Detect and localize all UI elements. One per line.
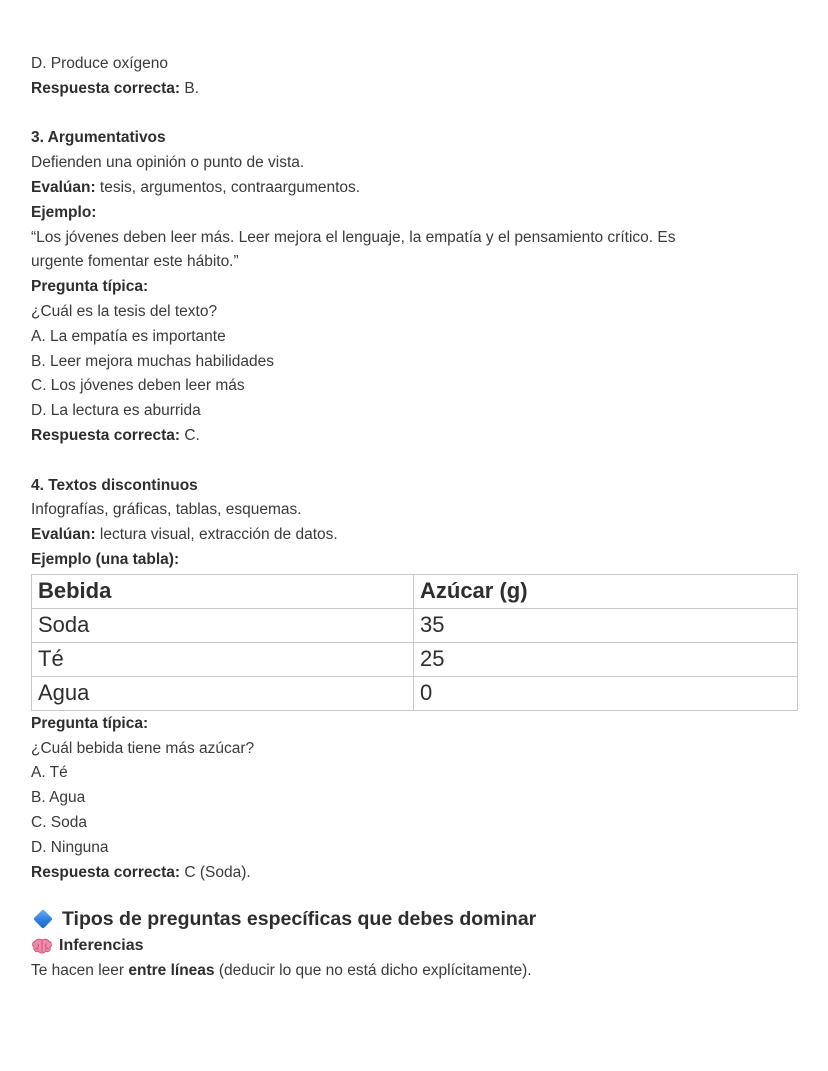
table-cell: 25 (414, 642, 798, 676)
answer-value: C (Soda). (180, 863, 251, 881)
blue-diamond-icon (33, 909, 53, 929)
spacer (31, 102, 801, 127)
evaluate-label: Evalúan: (31, 178, 96, 196)
example-table-label: Ejemplo (una tabla): (31, 550, 180, 568)
evaluate-value: tesis, argumentos, contraargumentos. (95, 178, 361, 196)
section-4-title: 4. Textos discontinuos (31, 476, 198, 494)
table-row (32, 608, 798, 642)
spacer (31, 449, 801, 474)
example-label: Ejemplo: (31, 203, 97, 221)
option-d-line: D. Produce oxígeno (31, 55, 169, 72)
option-d: D. La lectura es aburrida (31, 402, 201, 420)
table-header-row (32, 574, 798, 608)
table-cell: Agua (32, 676, 414, 710)
answer-label: Respuesta correcta: (31, 863, 181, 881)
section-3-description: Defienden una opinión o punto de vista. (31, 154, 305, 172)
document-page (31, 52, 801, 984)
example-text-line-2: urgente fomentar este hábito.” (31, 253, 239, 271)
table-cell: Té (32, 642, 414, 676)
answer-line (31, 424, 801, 449)
table-header-cell: Bebida (32, 574, 414, 608)
option-a: A. Té (31, 764, 68, 782)
evaluate-label: Evalúan: (31, 526, 96, 544)
question-text: ¿Cuál es la tesis del texto? (31, 302, 218, 320)
inferences-heading (31, 933, 801, 959)
inferences-text-after: (deducir lo que no está dicho explícitamente). (214, 962, 532, 980)
inferences-title: Inferencias (59, 937, 144, 955)
table-row (32, 676, 798, 710)
evaluate-value: lectura visual, extracción de datos. (95, 526, 338, 544)
question-text: ¿Cuál bebida tiene más azúcar? (31, 739, 255, 757)
question-types-title: Tipos de preguntas específicas que debes dominar (62, 908, 537, 931)
inferences-text-bold: entre líneas (128, 962, 215, 980)
inferences-description (31, 959, 801, 984)
inferences-text-before: Te hacen leer (31, 962, 129, 980)
answer-value: C. (180, 426, 200, 444)
section-4-description: Infografías, gráficas, tablas, esquemas. (31, 501, 302, 519)
table-cell: Soda (32, 608, 414, 642)
table-header-cell: Azúcar (g) (414, 574, 798, 608)
table-row (32, 642, 798, 676)
option-d: D. Ninguna (31, 838, 109, 856)
question-types-heading (31, 905, 801, 933)
option-a: A. La empatía es importante (31, 327, 226, 345)
section-3-evaluate-line (31, 176, 801, 201)
brain-icon (31, 938, 53, 954)
question-label: Pregunta típica: (31, 714, 149, 732)
option-c: C. Soda (31, 813, 88, 831)
answer-value: B. (180, 79, 199, 97)
section-3-title: 3. Argumentativos (31, 129, 166, 147)
section-4-evaluate-line (31, 523, 801, 548)
table-cell: 0 (414, 676, 798, 710)
answer-label: Respuesta correcta: (31, 79, 181, 97)
option-b: B. Agua (31, 789, 86, 807)
answer-label: Respuesta correcta: (31, 426, 181, 444)
answer-line (31, 77, 801, 102)
question-label: Pregunta típica: (31, 278, 149, 296)
answer-line (31, 861, 801, 886)
sugar-table (31, 574, 798, 711)
table-cell: 35 (414, 608, 798, 642)
option-c: C. Los jóvenes deben leer más (31, 377, 245, 395)
option-b: B. Leer mejora muchas habilidades (31, 352, 274, 370)
example-text-line-1: “Los jóvenes deben leer más. Leer mejora el lenguaje, la empatía y el pensamiento crítico. Es (31, 228, 676, 246)
